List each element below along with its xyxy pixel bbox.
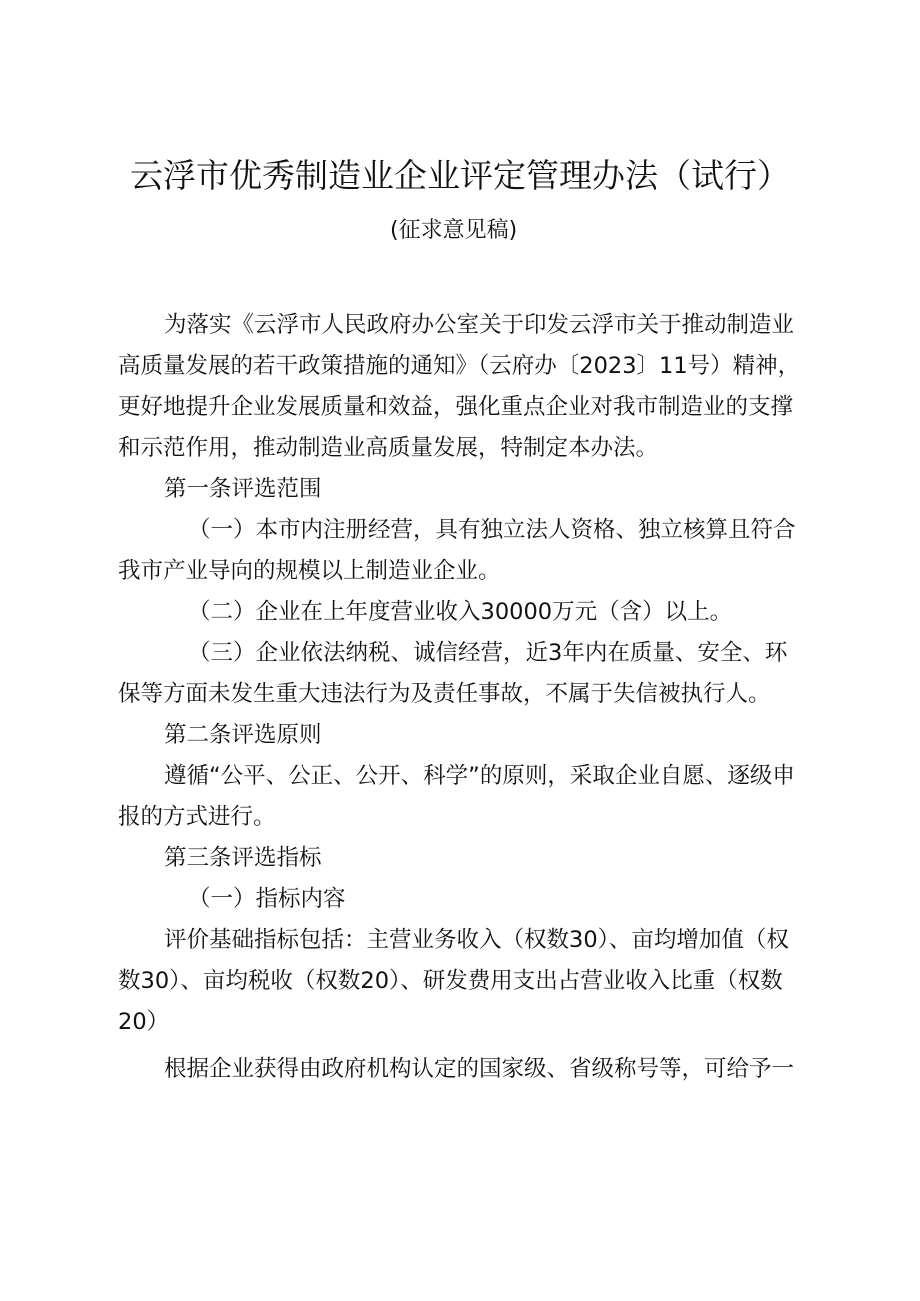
article-3-bonus: 根据企业获得由政府机构认定的国家级、省级称号等，可给予一 bbox=[164, 1056, 795, 1082]
article-1-heading: 第一条评选范围 bbox=[164, 476, 322, 502]
article-3-item-1: （一）指标内容 bbox=[188, 886, 346, 912]
article-2-body: 遵循“公平、公正、公开、科学”的原则，采取企业自愿、逐级申报的方式进行。 bbox=[118, 763, 795, 830]
document-body bbox=[118, 305, 808, 1090]
intro-paragraph: 为落实《云浮市人民政府办公室关于印发云浮市关于推动制造业高质量发展的若干政策措施的通知》（云府办〔2023〕11号）精神，更好地提升企业发展质量和效益，强化重点企业对我市制造业的支撑和示范作用，推动制造业高质量发展，特制定本办法。 bbox=[118, 312, 801, 461]
article-2-heading: 第二条评选原则 bbox=[164, 722, 322, 748]
article-1-item-3: （三）企业依法纳税、诚信经营，近3年内在质量、安全、环保等方面未发生重大违法行为及责任事故，不属于失信被执行人。 bbox=[118, 640, 788, 707]
article-3-indicators: 评价基础指标包括：主营业务收入（权数30）、亩均增加值（权数30）、亩均税收（权数20）、研发费用支出占营业收入比重（权数20） bbox=[118, 927, 789, 1035]
article-3-heading: 第三条评选指标 bbox=[164, 845, 322, 871]
article-1-item-1: （一）本市内注册经营，具有独立法人资格、独立核算且符合我市产业导向的规模以上制造业企业。 bbox=[118, 517, 796, 584]
document-title: 云浮市优秀制造业企业评定管理办法（试行） bbox=[130, 156, 790, 195]
article-1-item-2: （二）企业在上年度营业收入30000万元（含）以上。 bbox=[188, 599, 733, 625]
document-subtitle: (征求意见稿) bbox=[390, 218, 518, 243]
